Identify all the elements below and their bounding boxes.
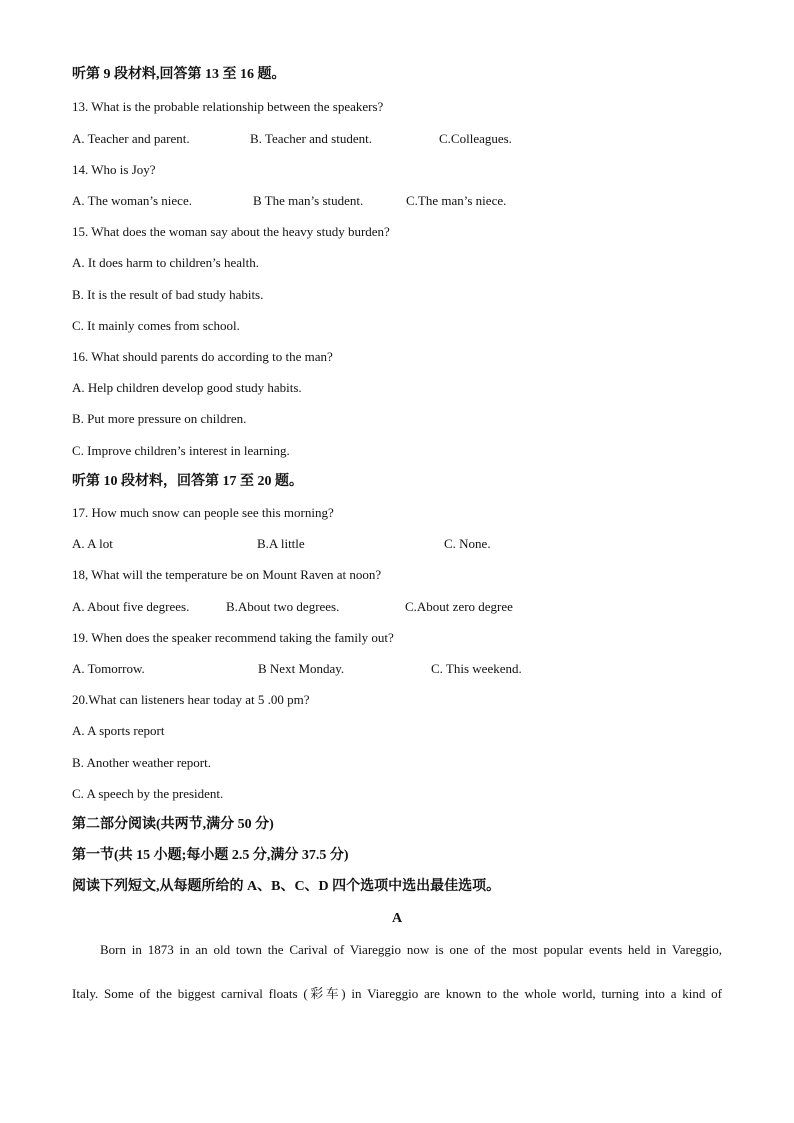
q17-option-c: C. None. (444, 536, 491, 551)
part2-heading: 第二部分阅读(共两节,满分 50 分) (72, 817, 274, 832)
passage-label: A (391, 911, 403, 926)
q19-option-c: C. This weekend. (431, 661, 522, 676)
q13-text: 13. What is the probable relationship between the speakers? (72, 99, 384, 114)
q17-option-b: B.A little (257, 536, 305, 551)
q20-option-b: B. Another weather report. (72, 755, 211, 770)
q18-option-b: B.About two degrees. (226, 599, 340, 614)
q16-option-a: A. Help children develop good study habits. (72, 380, 302, 395)
q18-text: 18, What will the temperature be on Mount Raven at noon? (72, 567, 382, 582)
section9-heading: 听第 9 段材料,回答第 13 至 16 题。 (72, 67, 286, 82)
q14-text: 14. Who is Joy? (72, 162, 156, 177)
q18-option-c: C.About zero degree (405, 599, 513, 614)
q13-option-b: B. Teacher and student. (250, 131, 372, 146)
q16-text: 16. What should parents do according to the man? (72, 349, 333, 364)
q15-option-c: C. It mainly comes from school. (72, 318, 240, 333)
q18-option-a: A. About five degrees. (72, 599, 190, 614)
q14-option-c: C.The man’s niece. (406, 193, 507, 208)
q15-option-a: A. It does harm to children’s health. (72, 255, 260, 270)
q15-text: 15. What does the woman say about the heavy study burden? (72, 224, 390, 239)
q15-option-b: B. It is the result of bad study habits. (72, 287, 264, 302)
q20-text: 20.What can listeners hear today at 5 .00 pm? (72, 692, 310, 707)
q17-text: 17. How much snow can people see this morning? (72, 505, 334, 520)
q17-option-a: A. A lot (72, 536, 113, 551)
part2-section1-heading: 第一节(共 15 小题;每小题 2.5 分,满分 37.5 分) (72, 848, 349, 863)
passage-line-2: Italy. Some of the biggest carnival floats (彩车) in Viareggio are known to the whole world, turning into a kind of (72, 986, 722, 1001)
passage-line-1: Born in 1873 in an old town the Carival of Viareggio now is one of the most popular events held in Vareggio, (100, 942, 722, 957)
reading-instruction: 阅读下列短文,从每题所给的 A、B、C、D 四个选项中选出最佳选项。 (72, 879, 501, 894)
q16-option-c: C. Improve children’s interest in learning. (72, 443, 290, 458)
q20-option-a: A. A sports report (72, 723, 165, 738)
q14-option-b: B The man’s student. (253, 193, 364, 208)
q19-option-a: A. Tomorrow. (72, 661, 145, 676)
q16-option-b: B. Put more pressure on children. (72, 411, 247, 426)
q13-option-a: A. Teacher and parent. (72, 131, 190, 146)
q20-option-c: C. A speech by the president. (72, 786, 224, 801)
q14-option-a: A. The woman’s niece. (72, 193, 192, 208)
q19-text: 19. When does the speaker recommend taking the family out? (72, 630, 394, 645)
q19-option-b: B Next Monday. (258, 661, 345, 676)
section10-heading: 听第 10 段材料，回答第 17 至 20 题。 (72, 474, 303, 489)
q13-option-c: C.Colleagues. (439, 131, 512, 146)
